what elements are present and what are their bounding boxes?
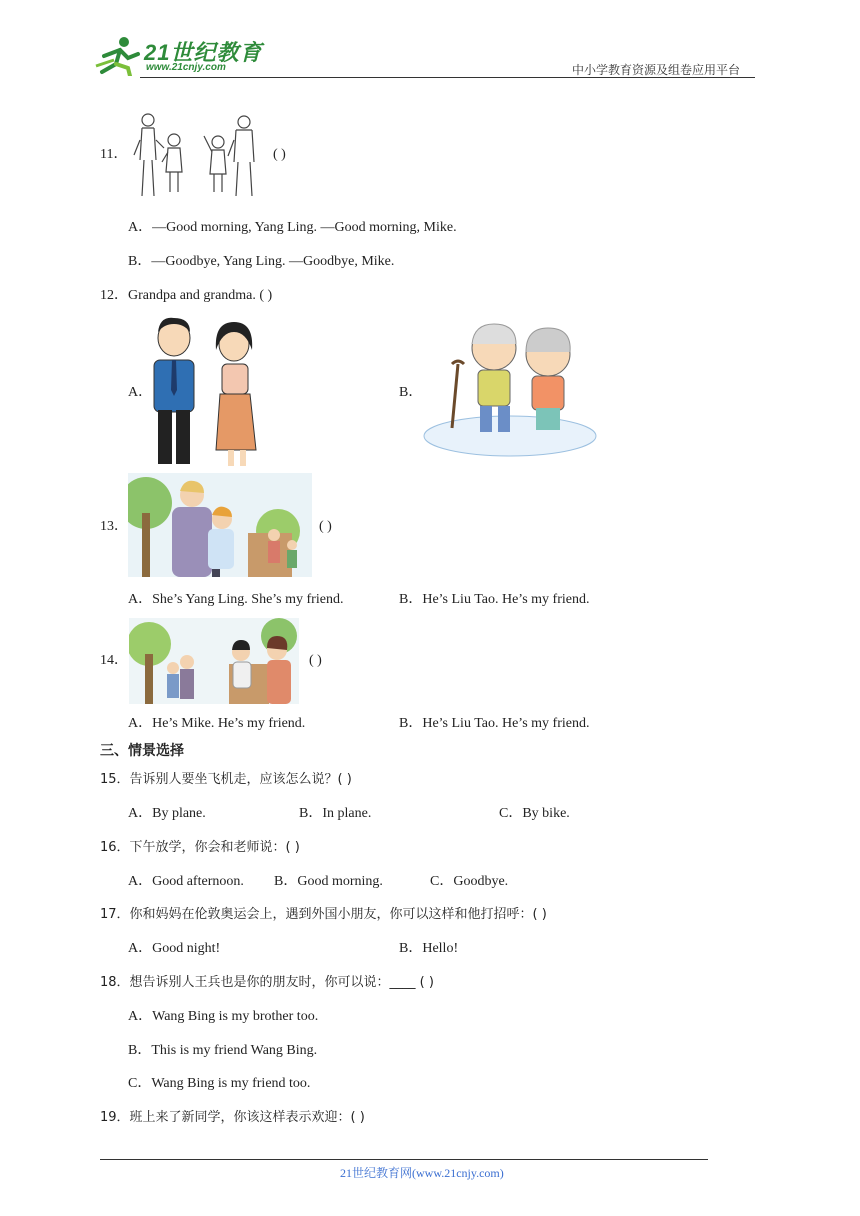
q14-answer-paren: ( ): [309, 653, 322, 668]
q16-option-a[interactable]: A．Good afternoon.: [128, 874, 244, 889]
q18-option-c[interactable]: C．Wang Bing is my friend too.: [128, 1076, 311, 1091]
q15-option-b[interactable]: B．In plane.: [299, 806, 372, 821]
q16-option-c[interactable]: C．Goodbye.: [430, 874, 509, 889]
q13-scene-image: [128, 473, 312, 577]
q13-option-b[interactable]: B．He’s Liu Tao. He’s my friend.: [399, 592, 590, 607]
q14-number: 14．: [100, 653, 128, 668]
q14-option-b[interactable]: B．He’s Liu Tao. He’s my friend.: [399, 716, 590, 731]
q12-label-a[interactable]: A．: [128, 385, 153, 400]
logo-url: www.21cnjy.com: [146, 62, 226, 73]
q15-option-a[interactable]: A．By plane.: [128, 806, 206, 821]
q13-number: 13．: [100, 519, 128, 534]
q12-parents-image[interactable]: [146, 310, 272, 470]
runner-logo-icon: [94, 36, 144, 76]
q11-answer-paren: ( ): [273, 147, 286, 162]
q12-stem: 12．Grandpa and grandma. ( ): [100, 288, 273, 303]
q11-option-b[interactable]: B．—Goodbye, Yang Ling. —Goodbye, Mike.: [128, 254, 395, 269]
q11-greeting-image: [132, 110, 262, 200]
q12-label-b[interactable]: B．: [399, 385, 423, 400]
q16-stem: 16．下午放学，你会和老师说：( ): [100, 840, 300, 855]
q18-stem: 18．想告诉别人王兵也是你的朋友时，你可以说：____ ( ): [100, 975, 434, 990]
header-platform-text: 中小学教育资源及组卷应用平台: [572, 63, 741, 77]
header: [0, 0, 860, 80]
q18-option-a[interactable]: A．Wang Bing is my brother too.: [128, 1009, 319, 1024]
q19-stem: 19．班上来了新同学，你该这样表示欢迎：( ): [100, 1110, 365, 1125]
q17-stem: 17．你和妈妈在伦敦奥运会上，遇到外国小朋友，你可以这样和他打招呼：( ): [100, 907, 547, 922]
q14-scene-image: [129, 618, 299, 704]
q11-option-a[interactable]: A．—Good morning, Yang Ling. —Good morning, Mike.: [128, 220, 457, 235]
section-3-heading: 三、情景选择: [100, 743, 184, 759]
footer-site-text[interactable]: 21世纪教育网(www.21cnjy.com): [340, 1166, 504, 1180]
q13-answer-paren: ( ): [319, 519, 332, 534]
q16-option-b[interactable]: B．Good morning.: [274, 874, 383, 889]
logo-text: 21世纪教育: [144, 40, 263, 65]
q11-number: 11．: [100, 147, 128, 162]
q12-grandparents-image[interactable]: [422, 318, 598, 460]
q15-stem: 15．告诉别人要坐飞机走，应该怎么说？( ): [100, 772, 352, 787]
q14-option-a[interactable]: A．He’s Mike. He’s my friend.: [128, 716, 306, 731]
header-divider: [140, 77, 755, 78]
q18-option-b[interactable]: B．This is my friend Wang Bing.: [128, 1043, 318, 1058]
q13-option-a[interactable]: A．She’s Yang Ling. She’s my friend.: [128, 592, 344, 607]
q17-option-a[interactable]: A．Good night!: [128, 941, 221, 956]
q15-option-c[interactable]: C．By bike.: [499, 806, 570, 821]
footer-divider: [100, 1159, 708, 1160]
q17-option-b[interactable]: B．Hello!: [399, 941, 459, 956]
